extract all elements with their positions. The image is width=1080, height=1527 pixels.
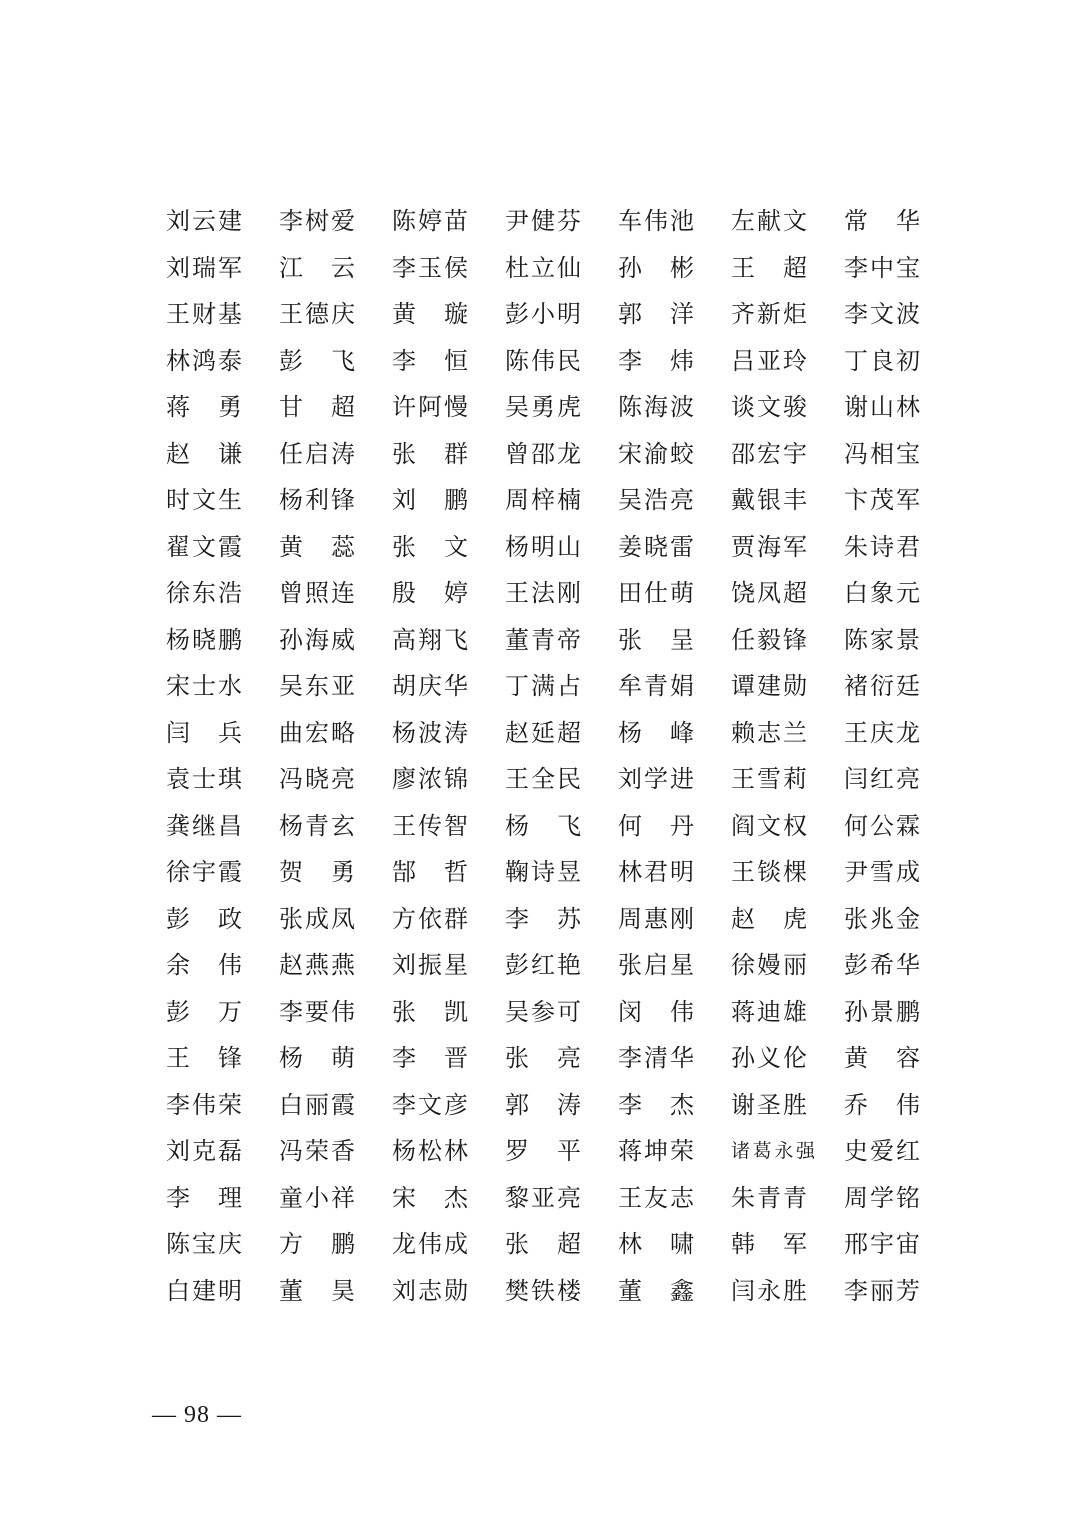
name-entry: 黎 亚 亮 [505, 1183, 581, 1212]
name-entry: 杨 利 锋 [279, 486, 355, 514]
name-entry: 王 雪 莉 [731, 765, 807, 793]
name-entry: 黄 蕊 [279, 532, 355, 561]
name-entry: 高 翔 飞 [392, 625, 468, 654]
name-entry: 常 华 [844, 207, 920, 235]
name-entry: 杨 青 玄 [279, 811, 355, 840]
name-entry: 任 毅 锋 [731, 625, 807, 654]
name-entry: 董 青 帝 [505, 625, 581, 654]
name-entry: 贾 海 军 [731, 532, 807, 561]
name-entry: 张 成 凤 [279, 904, 355, 933]
name-entry: 陈 婷 苗 [392, 207, 468, 235]
name-entry: 胡 庆 华 [392, 672, 468, 700]
name-entry: 谭 建 勋 [731, 672, 807, 700]
name-entry: 李 杰 [618, 1090, 694, 1119]
name-entry: 樊 铁 楼 [505, 1276, 581, 1305]
name-entry: 白 丽 霞 [279, 1090, 355, 1119]
name-entry: 赵 虎 [731, 904, 807, 933]
name-entry: 刘 振 星 [392, 951, 468, 979]
name-entry: 杨 峰 [618, 718, 694, 747]
name-entry: 冯 晓 亮 [279, 765, 355, 793]
name-entry: 徐 宇 霞 [166, 858, 242, 886]
name-entry: 冯 相 宝 [844, 439, 920, 468]
name-entry: 吴 浩 亮 [618, 486, 694, 514]
name-list-grid [166, 198, 957, 1314]
name-entry: 彭 希 华 [844, 951, 920, 979]
name-entry: 杨 波 涛 [392, 718, 468, 747]
name-entry: 王 全 民 [505, 765, 581, 793]
name-entry: 乔 伟 [844, 1090, 920, 1119]
name-entry: 时 文 生 [166, 486, 242, 514]
name-entry: 杨 晓 鹏 [166, 625, 242, 654]
name-entry: 张 凯 [392, 997, 468, 1026]
name-entry: 殷 婷 [392, 579, 468, 607]
name-entry: 周 惠 刚 [618, 904, 694, 933]
name-entry: 罗 平 [505, 1137, 581, 1165]
name-entry: 吴 参 可 [505, 997, 581, 1026]
name-entry: 周 梓 楠 [505, 486, 581, 514]
name-entry: 龙 伟 成 [392, 1230, 468, 1258]
name-entry: 王 锬 棵 [731, 858, 807, 886]
name-entry: 田 仕 萌 [618, 579, 694, 607]
name-entry: 尹 健 芬 [505, 207, 581, 235]
name-entry: 蒋 勇 [166, 393, 242, 421]
name-entry: 王 锋 [166, 1044, 242, 1072]
name-entry: 甘 超 [279, 393, 355, 421]
name-entry: 王 法 刚 [505, 579, 581, 607]
name-entry: 黄 容 [844, 1044, 920, 1072]
name-entry: 王 庆 龙 [844, 718, 920, 747]
name-entry: 陈 家 景 [844, 625, 920, 654]
name-entry: 闫 兵 [166, 718, 242, 747]
name-entry: 刘 志 勋 [392, 1276, 468, 1305]
name-entry: 曾 邵 龙 [505, 439, 581, 468]
name-entry: 张 超 [505, 1230, 581, 1258]
name-entry: 林 鸿 泰 [166, 346, 242, 375]
name-entry: 陈 海 波 [618, 393, 694, 421]
name-entry: 董 昊 [279, 1276, 355, 1305]
name-entry: 卞 茂 军 [844, 486, 920, 514]
name-entry: 谈 文 骏 [731, 393, 807, 421]
name-entry: 任 启 涛 [279, 439, 355, 468]
name-entry: 刘 学 进 [618, 765, 694, 793]
name-entry: 闵 伟 [618, 997, 694, 1026]
name-entry: 宋 杰 [392, 1183, 468, 1212]
name-entry: 李 清 华 [618, 1044, 694, 1072]
name-entry: 王 超 [731, 253, 807, 282]
name-entry: 张 启 星 [618, 951, 694, 979]
name-entry: 李 苏 [505, 904, 581, 933]
name-entry: 孙 彬 [618, 253, 694, 282]
name-entry: 刘 鹏 [392, 486, 468, 514]
name-entry: 李 玉 侯 [392, 253, 468, 282]
name-entry: 齐 新 炬 [731, 300, 807, 328]
name-entry: 谢 山 林 [844, 393, 920, 421]
name-entry: 吕 亚 玲 [731, 346, 807, 375]
name-entry: 蒋 坤 荣 [618, 1137, 694, 1165]
name-entry: 宋 士 水 [166, 672, 242, 700]
name-entry: 周 学 铭 [844, 1183, 920, 1212]
name-entry: 谢 圣 胜 [731, 1090, 807, 1119]
name-entry: 丁 良 初 [844, 346, 920, 375]
name-entry: 孙 海 威 [279, 625, 355, 654]
name-entry: 杨 明 山 [505, 532, 581, 561]
name-entry: 张 文 [392, 532, 468, 561]
name-entry: 鞠 诗 昱 [505, 858, 581, 886]
name-entry: 杜 立 仙 [505, 253, 581, 282]
name-entry: 李 文 彦 [392, 1090, 468, 1119]
name-entry: 邢 宇 宙 [844, 1230, 920, 1258]
name-entry: 白 建 明 [166, 1276, 242, 1305]
name-entry: 曾 照 连 [279, 579, 355, 607]
name-entry: 赵 延 超 [505, 718, 581, 747]
name-entry: 何 公 霖 [844, 811, 920, 840]
name-entry: 彭 小 明 [505, 300, 581, 328]
name-entry: 方 鹏 [279, 1230, 355, 1258]
name-entry: 冯 荣 香 [279, 1137, 355, 1165]
name-entry: 何 丹 [618, 811, 694, 840]
name-entry: 阎 文 权 [731, 811, 807, 840]
name-entry: 江 云 [279, 253, 355, 282]
name-entry: 饶 凤 超 [731, 579, 807, 607]
name-entry: 陈 宝 庆 [166, 1230, 242, 1258]
name-entry: 翟 文 霞 [166, 532, 242, 561]
name-entry: 牟 青 娟 [618, 672, 694, 700]
name-entry: 闫 永 胜 [731, 1276, 807, 1305]
name-entry: 吴 东 亚 [279, 672, 355, 700]
name-entry: 闫 红 亮 [844, 765, 920, 793]
name-entry: 余 伟 [166, 951, 242, 979]
name-entry: 吴 勇 虎 [505, 393, 581, 421]
name-entry: 陈 伟 民 [505, 346, 581, 375]
name-entry: 丁 满 占 [505, 672, 581, 700]
name-entry: 杨 松 林 [392, 1137, 468, 1165]
name-entry: 张 兆 金 [844, 904, 920, 933]
name-entry: 孙 义 伦 [731, 1044, 807, 1072]
name-entry: 李 晋 [392, 1044, 468, 1072]
name-entry: 徐 嫚 丽 [731, 951, 807, 979]
name-entry: 方 依 群 [392, 904, 468, 933]
name-entry: 刘 瑞 军 [166, 253, 242, 282]
name-entry: 朱 青 青 [731, 1183, 807, 1212]
name-entry: 尹 雪 成 [844, 858, 920, 886]
name-entry: 张 群 [392, 439, 468, 468]
name-entry: 廖 浓 锦 [392, 765, 468, 793]
name-entry: 李 要 伟 [279, 997, 355, 1026]
name-entry: 邵 宏 宇 [731, 439, 807, 468]
name-entry: 李 伟 荣 [166, 1090, 242, 1119]
name-entry: 赵 谦 [166, 439, 242, 468]
name-entry: 童 小 祥 [279, 1183, 355, 1212]
name-entry: 褚 衍 廷 [844, 672, 920, 700]
name-entry: 贺 勇 [279, 858, 355, 886]
name-entry: 郭 涛 [505, 1090, 581, 1119]
name-entry: 张 呈 [618, 625, 694, 654]
name-entry: 车 伟 池 [618, 207, 694, 235]
name-entry: 黄 璇 [392, 300, 468, 328]
name-entry: 赵 燕 燕 [279, 951, 355, 979]
name-entry: 彭 红 艳 [505, 951, 581, 979]
name-entry: 李 丽 芳 [844, 1276, 920, 1305]
name-entry: 许 阿 慢 [392, 393, 468, 421]
name-entry: 姜 晓 雷 [618, 532, 694, 561]
name-entry: 李 理 [166, 1183, 242, 1212]
name-entry: 张 亮 [505, 1044, 581, 1072]
name-entry: 孙 景 鹏 [844, 997, 920, 1026]
name-entry: 左 献 文 [731, 207, 807, 235]
name-entry: 李 炜 [618, 346, 694, 375]
name-entry: 曲 宏 略 [279, 718, 355, 747]
name-entry: 林 啸 [618, 1230, 694, 1258]
name-entry: 刘 云 建 [166, 207, 242, 235]
name-entry: 林 君 明 [618, 858, 694, 886]
name-entry: 赖 志 兰 [731, 718, 807, 747]
name-entry: 韩 军 [731, 1230, 807, 1258]
name-entry: 董 鑫 [618, 1276, 694, 1305]
name-entry: 李 恒 [392, 346, 468, 375]
name-entry: 刘 克 磊 [166, 1137, 242, 1165]
name-entry: 李 文 波 [844, 300, 920, 328]
name-entry: 郭 洋 [618, 300, 694, 328]
name-entry: 徐 东 浩 [166, 579, 242, 607]
name-entry: 杨 飞 [505, 811, 581, 840]
name-entry: 李 树 爱 [279, 207, 355, 235]
name-entry: 白 象 元 [844, 579, 920, 607]
name-entry: 龚 继 昌 [166, 811, 242, 840]
name-entry: 袁 士 琪 [166, 765, 242, 793]
name-entry: 史 爱 红 [844, 1137, 920, 1165]
name-entry: 朱 诗 君 [844, 532, 920, 561]
name-entry: 王 财 基 [166, 300, 242, 328]
name-entry: 彭 飞 [279, 346, 355, 375]
name-entry: 王 友 志 [618, 1183, 694, 1212]
name-entry: 郜 哲 [392, 858, 468, 886]
name-entry: 戴 银 丰 [731, 486, 807, 514]
name-entry: 李 中 宝 [844, 253, 920, 282]
name-entry: 彭 万 [166, 997, 242, 1026]
name-entry: 彭 政 [166, 904, 242, 933]
name-entry: 王 德 庆 [279, 300, 355, 328]
page-number: — 98 — [152, 1402, 242, 1428]
name-entry: 王 传 智 [392, 811, 468, 840]
name-entry: 诸 葛 永 强 [731, 1140, 815, 1162]
name-entry: 蒋 迪 雄 [731, 997, 807, 1026]
name-entry: 杨 萌 [279, 1044, 355, 1072]
name-entry: 宋 渝 蛟 [618, 439, 694, 468]
